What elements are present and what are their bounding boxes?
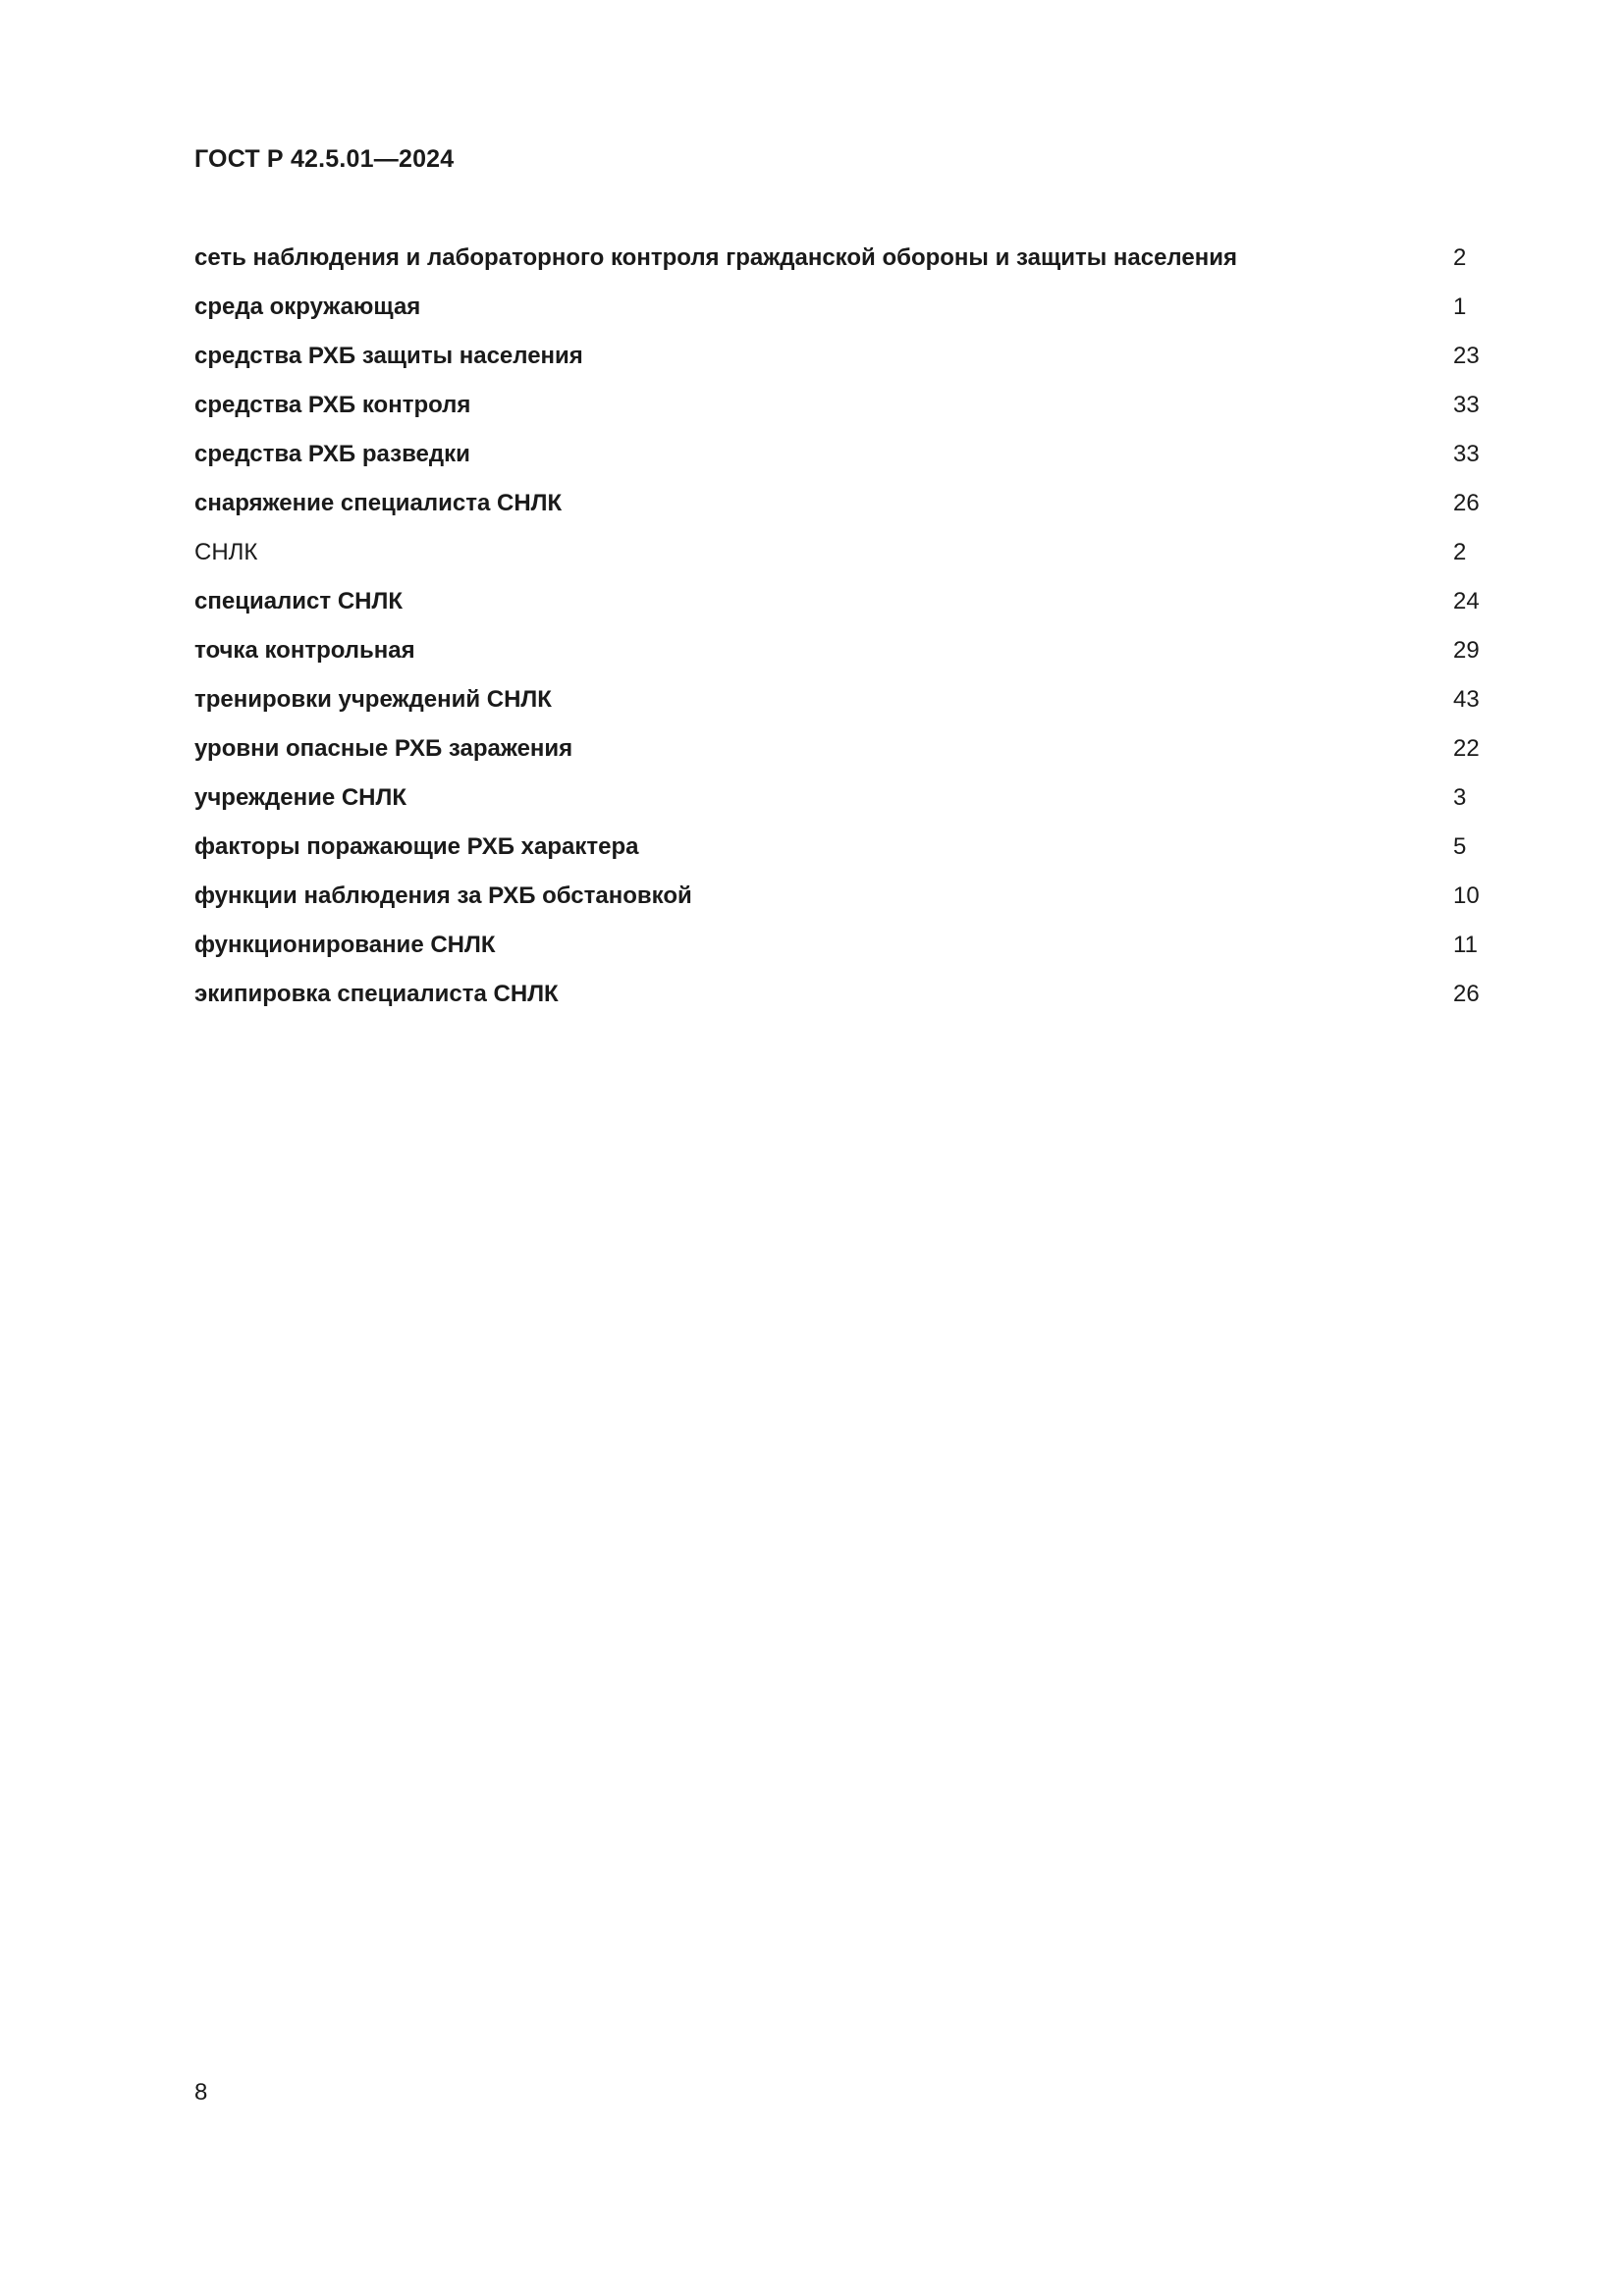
index-term: средства РХБ разведки bbox=[194, 441, 470, 467]
index-entry bbox=[194, 381, 1483, 430]
index-entry bbox=[194, 234, 1483, 283]
index-entry bbox=[194, 626, 1483, 675]
index-entry bbox=[194, 283, 1483, 332]
page-number: 8 bbox=[194, 2079, 208, 2106]
index-entry bbox=[194, 823, 1483, 872]
index-term: средства РХБ защиты населения bbox=[194, 343, 583, 369]
index-entry bbox=[194, 528, 1483, 577]
document-code-header: ГОСТ Р 42.5.01—2024 bbox=[194, 145, 455, 173]
index-page-ref: 22 bbox=[1453, 735, 1480, 762]
index-page-ref: 5 bbox=[1453, 833, 1467, 860]
index-term: уровни опасные РХБ заражения bbox=[194, 735, 573, 762]
index-page-ref: 33 bbox=[1453, 441, 1480, 467]
index-page-ref: 43 bbox=[1453, 686, 1480, 713]
index-entry bbox=[194, 430, 1483, 479]
index-page-ref: 29 bbox=[1453, 637, 1480, 664]
index-page-ref: 24 bbox=[1453, 588, 1480, 614]
index-term: сеть наблюдения и лабораторного контроля гражданской обороны и защиты населения bbox=[194, 244, 1237, 271]
index-term: среда окружающая bbox=[194, 294, 421, 320]
index-page-ref: 26 bbox=[1453, 981, 1480, 1007]
index-entry bbox=[194, 332, 1483, 381]
index-entry bbox=[194, 724, 1483, 774]
index-page-ref: 33 bbox=[1453, 392, 1480, 418]
index-entry bbox=[194, 577, 1483, 626]
index-entry bbox=[194, 970, 1483, 1019]
index-page-ref: 1 bbox=[1453, 294, 1467, 320]
index-term: СНЛК bbox=[194, 539, 258, 565]
index-term: точка контрольная bbox=[194, 637, 415, 664]
index-entry bbox=[194, 921, 1483, 970]
index-entry bbox=[194, 872, 1483, 921]
index-page-ref: 2 bbox=[1453, 244, 1467, 271]
index-page-ref: 26 bbox=[1453, 490, 1480, 516]
index-page-ref: 3 bbox=[1453, 784, 1467, 811]
index-term: снаряжение специалиста СНЛК bbox=[194, 490, 563, 516]
index-entry bbox=[194, 675, 1483, 724]
alphabetical-index bbox=[194, 234, 1483, 1019]
index-term: тренировки учреждений СНЛК bbox=[194, 686, 552, 713]
index-entry bbox=[194, 479, 1483, 528]
index-page-ref: 11 bbox=[1453, 932, 1478, 958]
index-term: функционирование СНЛК bbox=[194, 932, 496, 958]
index-term: учреждение СНЛК bbox=[194, 784, 406, 811]
index-term: функции наблюдения за РХБ обстановкой bbox=[194, 882, 692, 909]
index-entry bbox=[194, 774, 1483, 823]
index-term: факторы поражающие РХБ характера bbox=[194, 833, 639, 860]
index-page-ref: 2 bbox=[1453, 539, 1467, 565]
index-page-ref: 10 bbox=[1453, 882, 1480, 909]
index-page-ref: 23 bbox=[1453, 343, 1480, 369]
index-term: средства РХБ контроля bbox=[194, 392, 471, 418]
index-term: экипировка специалиста СНЛК bbox=[194, 981, 559, 1007]
index-term: специалист СНЛК bbox=[194, 588, 403, 614]
